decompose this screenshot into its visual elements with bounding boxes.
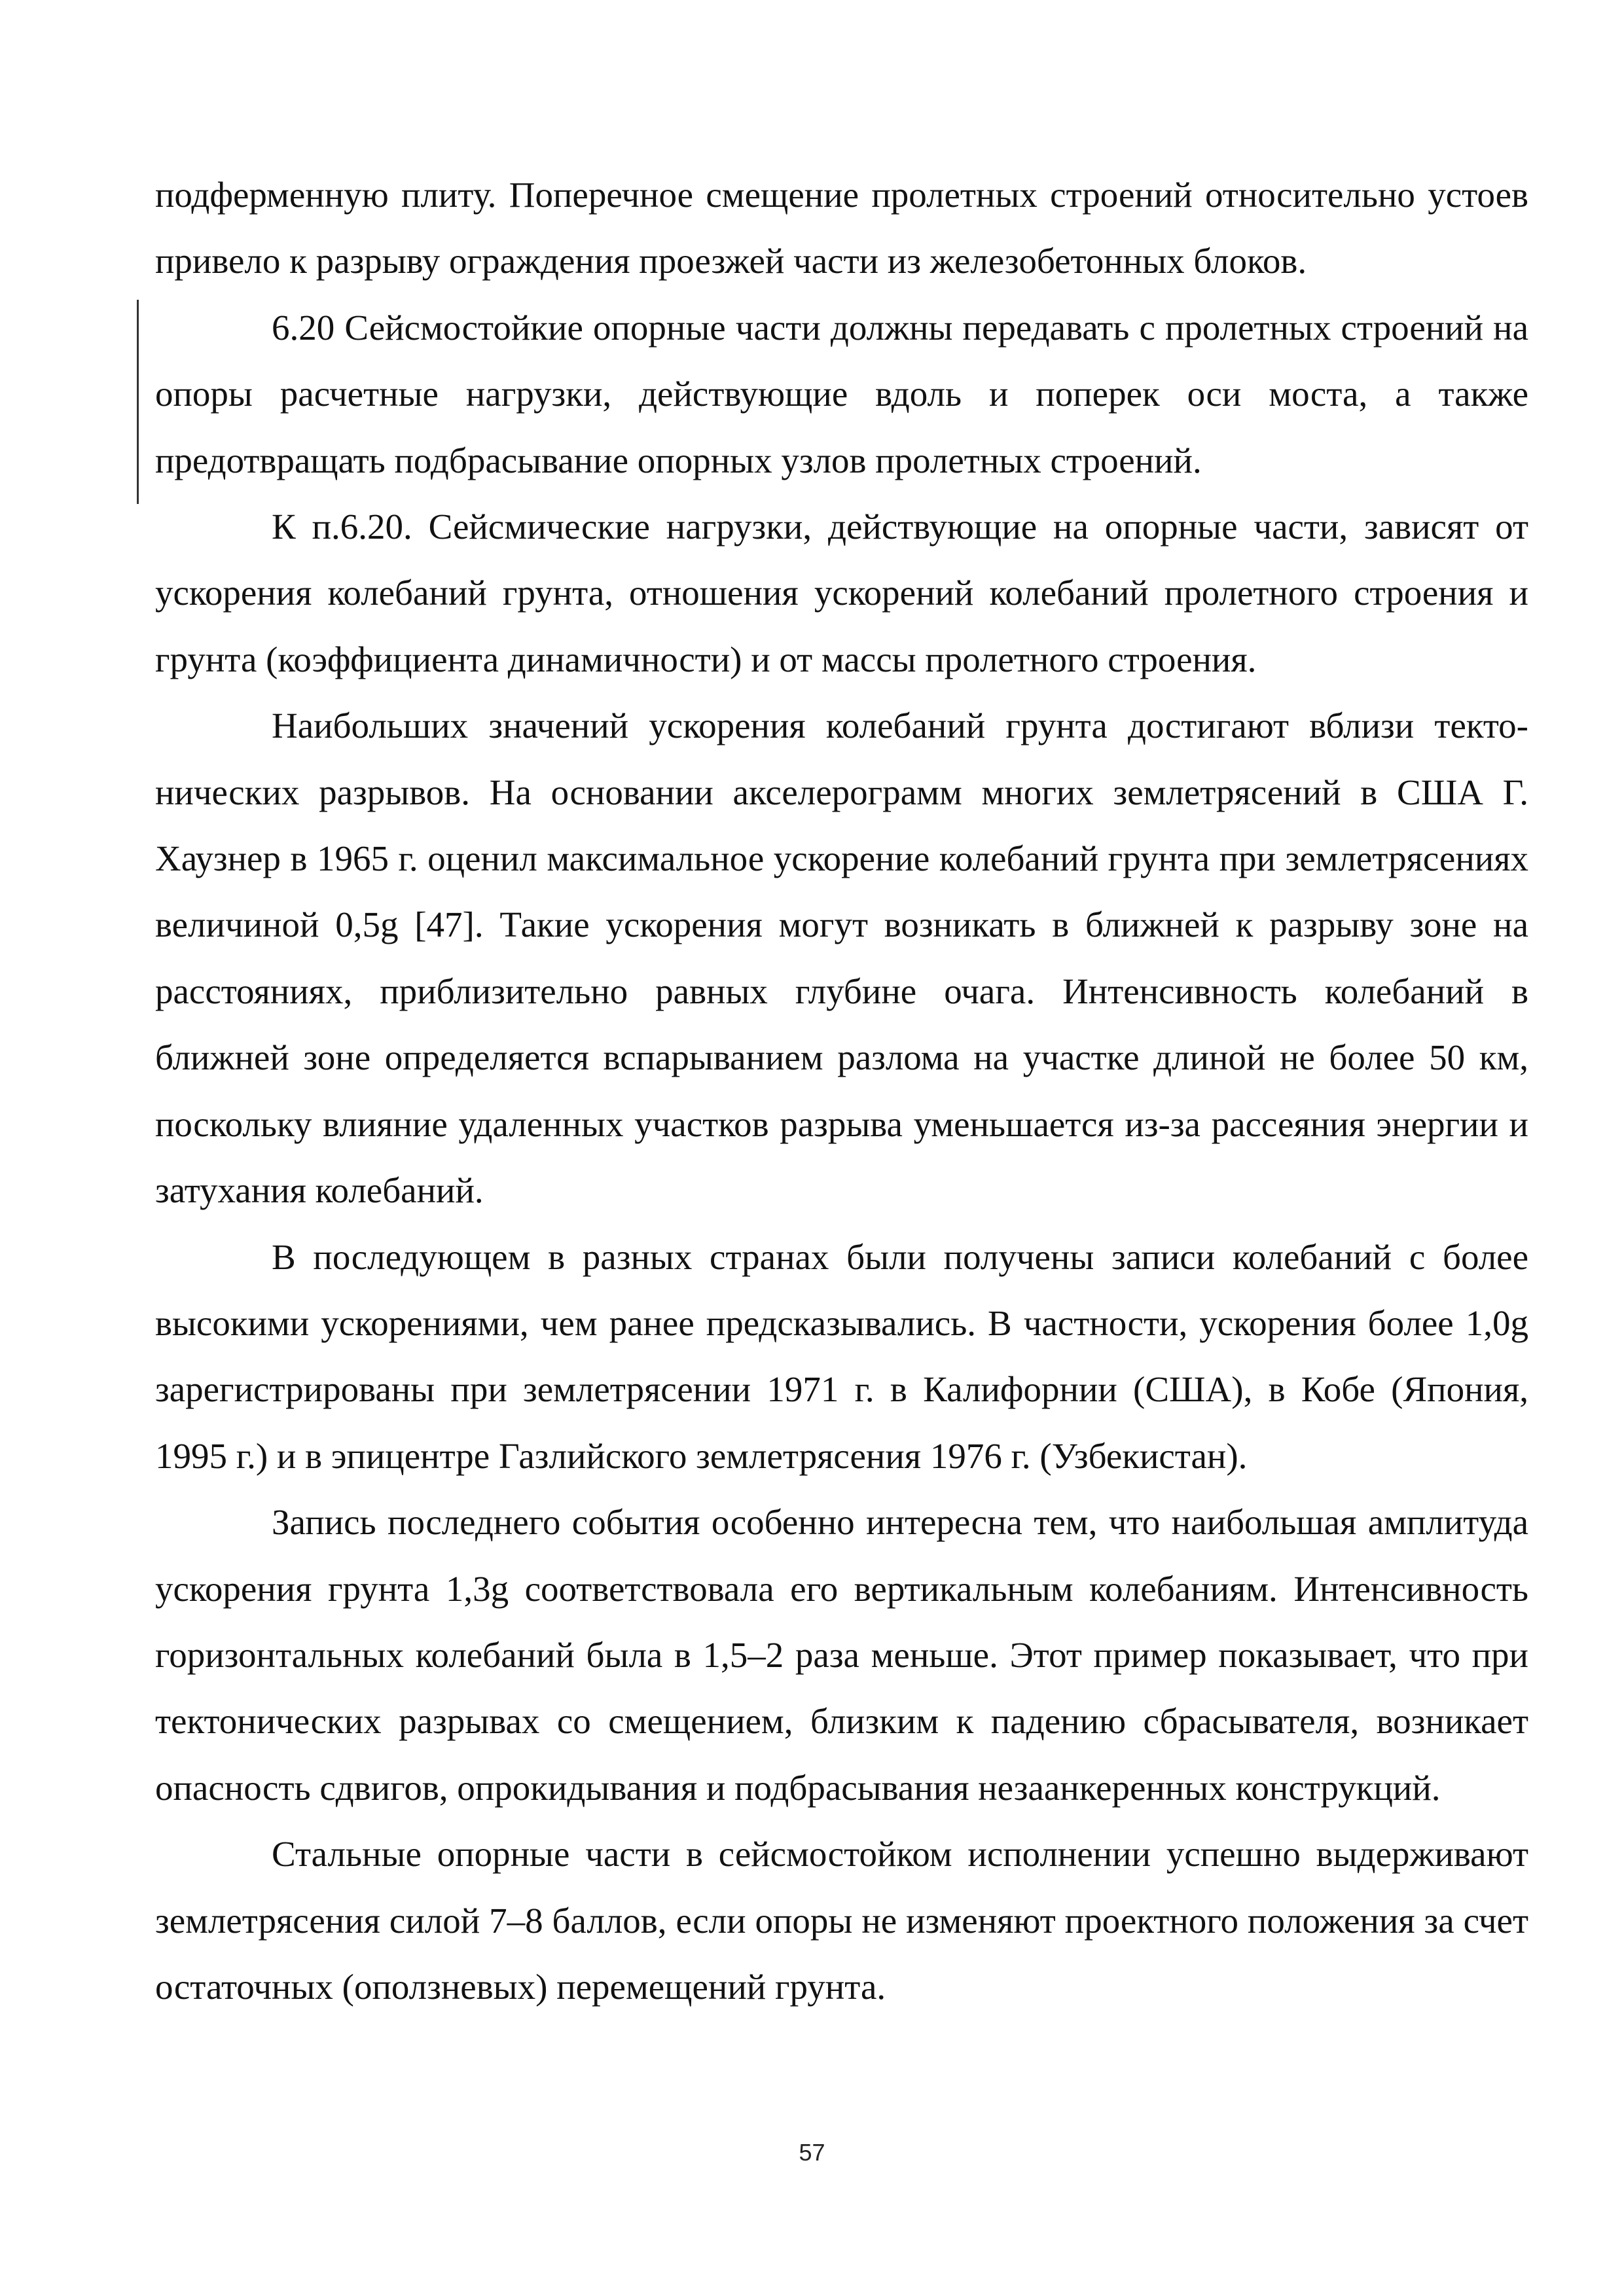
body-text bbox=[155, 162, 1528, 2020]
page-number: 57 bbox=[799, 2139, 825, 2166]
paragraph-recorded-accelerations: В последующем в разных странах были получены записи колебаний с более высокими ускорениями, чем ранее предсказывались. В частности, ускорения более 1,0g зарегистрированы при землетрясении 1971 г. в Калифорнии (США), в Кобе (Япония, 1995 г.) и в эпицентре Газлийского землетрясения 1976 г. (Узбекистан). bbox=[155, 1236, 1528, 1476]
revision-change-bar bbox=[137, 300, 139, 504]
paragraph-continuation: подферменную плиту. Поперечное смещение пролетных строений относительно устоев привело к разрыву ограждения проезжей части из железобетонных блоков. bbox=[155, 175, 1528, 281]
paragraph-max-accelerations: Наибольших значений ускорения колебаний грунта достигают вблизи тектонических разрывов. На основании акселерограмм многих землетрясений в США Г. Хаузнер в 1965 г. оценил максимальное ускорение колебаний грунта при землетрясениях величиной 0,5g [47]. Такие ускорения могут возникать в ближней к разрыву зоне на расстояниях, приблизительно равных глубине очага. Интенсивность колебаний в ближней зоне определяется вспарыванием разлома на участке длиной не более 50 км, поскольку влияние удаленных участков разрыва уменьшается из-за рассеяния энергии и затухания колебаний. bbox=[155, 706, 1528, 1211]
paragraph-clause-6-20: 6.20 Сейсмостойкие опорные части должны передавать с пролетных строений на опоры расчетные нагрузки, действующие вдоль и поперек оси моста, а также предотвращать подбрасывание опорных узлов пролетных строений. bbox=[155, 307, 1528, 480]
paragraph-steel-bearings: Стальные опорные части в сейсмостойком исполнении успешно выдерживают землетрясения силой 7–8 баллов, если опоры не изменяют проектного положения за счет остаточных (оползневых) перемещений грунта. bbox=[155, 1834, 1528, 2007]
paragraph-commentary-6-20: К п.6.20. Сейсмические нагрузки, действующие на опорные части, зависят от ускорения колебаний грунта, отношения ускорений колебаний пролетного строения и грунта (коэффициента динамичности) и от массы пролетного строения. bbox=[155, 507, 1528, 679]
paragraph-gazli-record: Запись последнего события особенно интересна тем, что наибольшая амплитуда ускорения грунта 1,3g соответствовала его вертикальным колебаниям. Интенсивность горизонтальных колебаний была в 1,5–2 раза меньше. Этот пример показывает, что при тектонических разрывах со смещением, близким к падению сбрасывателя, возникает опасность сдвигов, опрокидывания и подбрасывания незаанкеренных конструкций. bbox=[155, 1502, 1528, 1808]
